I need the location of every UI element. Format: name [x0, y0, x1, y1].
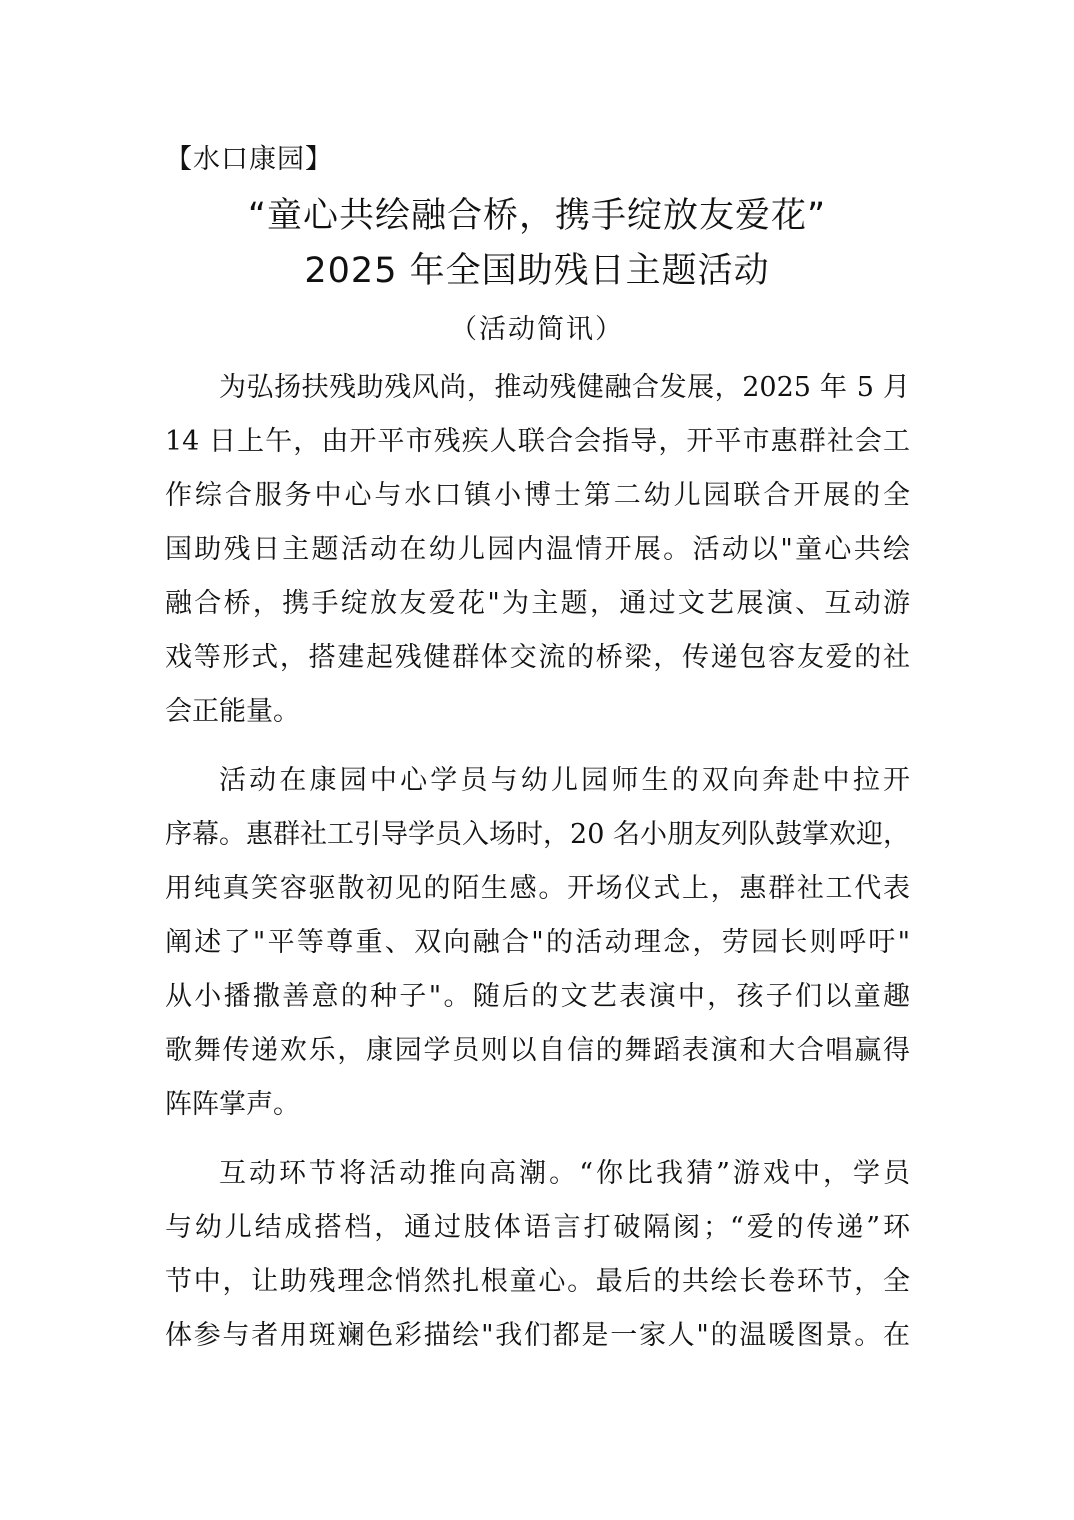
paragraph-line: 阐述了"平等尊重、双向融合"的活动理念，劳园长则呼吁" — [165, 927, 910, 958]
paragraph-line: 从小播撒善意的种子"。随后的文艺表演中，孩子们以童趣 — [165, 981, 910, 1012]
paragraph-line: 节中，让助残理念悄然扎根童心。最后的共绘长卷环节，全 — [165, 1266, 910, 1297]
paragraph-line: 阵阵掌声。 — [165, 1089, 300, 1120]
paragraph-line: 互动环节将活动推向高潮。“你比我猜”游戏中，学员 — [219, 1158, 910, 1189]
document-body — [165, 361, 910, 1378]
paragraph-line: 14 日上午，由开平市残疾人联合会指导，开平市惠群社会工 — [165, 426, 910, 457]
document-title-line1: “童心共绘融合桥，携手绽放友爱花” — [247, 196, 827, 236]
paragraph-line: 歌舞传递欢乐，康园学员则以自信的舞蹈表演和大合唱赢得 — [165, 1035, 910, 1066]
paragraph-2 — [165, 754, 910, 1132]
document-title-line2: 2025 年全国助残日主题活动 — [304, 251, 770, 291]
paragraph-line: 戏等形式，搭建起残健群体交流的桥梁，传递包容友爱的社 — [165, 642, 910, 673]
paragraph-line: 融合桥，携手绽放友爱花"为主题，通过文艺展演、互动游 — [165, 588, 910, 619]
paragraph-line: 作综合服务中心与水口镇小博士第二幼儿园联合开展的全 — [165, 480, 910, 511]
paragraph-line: 序幕。惠群社工引导学员入场时，20 名小朋友列队鼓掌欢迎， — [165, 819, 910, 850]
paragraph-line: 体参与者用斑斓色彩描绘"我们都是一家人"的温暖图景。在 — [165, 1320, 910, 1351]
paragraph-line: 为弘扬扶残助残风尚，推动残健融合发展，2025 年 5 月 — [219, 372, 910, 403]
paragraph-line: 用纯真笑容驱散初见的陌生感。开场仪式上，惠群社工代表 — [165, 873, 910, 904]
paragraph-line: 与幼儿结成搭档，通过肢体语言打破隔阂；“爱的传递”环 — [165, 1212, 910, 1243]
paragraph-line: 活动在康园中心学员与幼儿园师生的双向奔赴中拉开 — [219, 765, 910, 796]
column-tag: 【水口康园】 — [165, 144, 333, 175]
paragraph-line: 国助残日主题活动在幼儿园内温情开展。活动以"童心共绘 — [165, 534, 910, 565]
paragraph-line: 会正能量。 — [165, 696, 300, 727]
document-subtitle: （活动简讯） — [450, 314, 624, 345]
paragraph-1 — [165, 361, 910, 739]
paragraph-3 — [165, 1147, 910, 1363]
